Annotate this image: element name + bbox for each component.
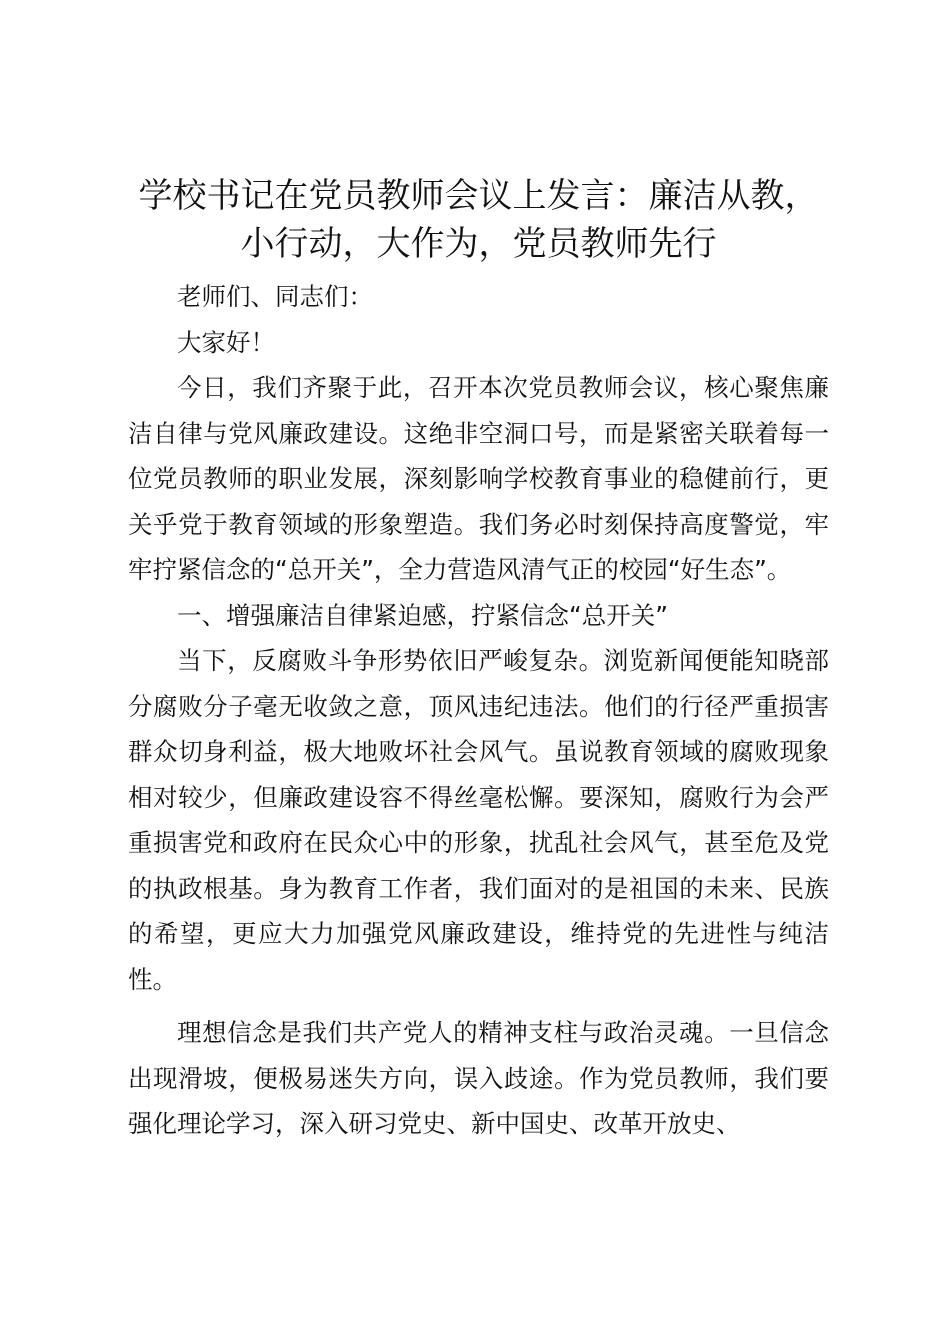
body-paragraph: 理想信念是我们共产党人的精神支柱与政治灵魂。一旦信念出现滑坡，便极易迷失方向，误入歧途。作为党员教师，我们要强化理论学习，深入研习党史、新中国史、改革开放史、: [128, 1018, 829, 1138]
intro-paragraph: 今日，我们齐聚于此，召开本次党员教师会议，核心聚焦廉洁自律与党风廉政建设。这绝非空洞口号，而是紧密关联着每一位党员教师的职业发展，深刻影响学校教育事业的稳健前行，更关乎党于教育领域的形象塑造。我们务必时刻保持高度警觉，牢牢拧紧信念的“总开关”，全力营造风清气正的校园“好生态”。: [128, 373, 829, 584]
greeting: 大家好！: [177, 327, 275, 357]
section-heading: 一、增强廉洁自律紧迫感，拧紧信念“总开关”: [177, 600, 668, 630]
title-line-2: 小行动，大作为，党员教师先行: [240, 224, 717, 264]
salutation: 老师们、同志们：: [177, 282, 373, 311]
title-line-1: 学校书记在党员教师会议上发言：廉洁从教，: [138, 176, 819, 216]
body-paragraph: 当下，反腐败斗争形势依旧严峻复杂。浏览新闻便能知晓部分腐败分子毫无收敛之意，顶风违纪违法。他们的行径严重损害群众切身利益，极大地败坏社会风气。虽说教育领域的腐败现象相对较少，但廉政建设容不得丝毫松懈。要深知，腐败行为会严重损害党和政府在民众心中的形象，扰乱社会风气，甚至危及党的执政根基。身为教育工作者，我们面对的是祖国的未来、民族的希望，更应大力加强党风廉政建设，维持党的先进性与纯洁性。: [128, 646, 829, 994]
document-title: [128, 172, 829, 268]
